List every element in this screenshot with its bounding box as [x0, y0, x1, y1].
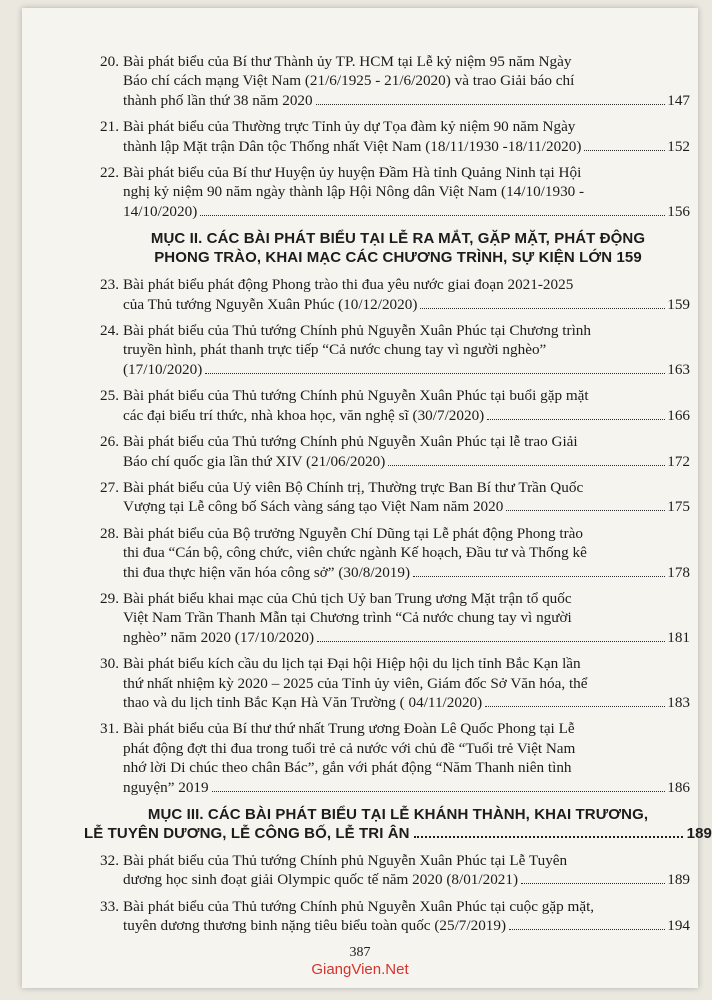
toc-entry-text — [123, 275, 690, 314]
section-2-line-1: MỤC II. CÁC BÀI PHÁT BIỂU TẠI LỄ RA MẮT, GẶP MẶT, PHÁT ĐỘNG — [150, 230, 646, 248]
toc-entry — [100, 386, 690, 425]
toc-entry-line: 14/10/2020) — [123, 202, 198, 220]
toc-entry — [100, 432, 690, 471]
toc-entry — [100, 52, 690, 110]
toc-entry-line: Báo chí quốc gia lần thứ XIV (21/06/2020) — [123, 452, 386, 470]
toc-entry-number: 20. — [100, 53, 119, 70]
toc-entry-line: Bài phát biểu kích cầu du lịch tại Đại hội Hiệp hội du lịch tỉnh Bắc Kạn lần — [123, 655, 581, 673]
toc-entry-last-line — [123, 91, 690, 110]
toc-entry-page: 163 — [667, 360, 690, 378]
toc-entry-line: Bài phát biểu của Thủ tướng Chính phủ Nguyễn Xuân Phúc tại buổi gặp mặt — [123, 387, 589, 405]
toc-entry — [100, 117, 690, 156]
toc-entry-text — [123, 52, 690, 110]
toc-entry-line: Bài phát biểu của Thường trực Tỉnh ủy dự Tọa đàm kỷ niệm 90 năm Ngày — [123, 118, 576, 136]
leader-dots — [487, 419, 665, 420]
toc-entry-text — [123, 386, 690, 425]
toc-entry-text — [123, 432, 690, 471]
section-3-line-2: LỄ TUYÊN DƯƠNG, LỄ CÔNG BỐ, LỄ TRI ÂN — [84, 825, 410, 842]
toc-entry-last-line — [123, 916, 690, 935]
toc-entry-number: 26. — [100, 433, 119, 451]
toc-entry-number: 31. — [100, 720, 119, 738]
page-number: 387 — [349, 945, 371, 960]
toc-entry-page: 189 — [667, 871, 690, 889]
toc-entry-line: nhớ lời Di chúc theo chân Bác”, gắn với phát động “Năm Thanh niên tình — [123, 759, 572, 777]
leader-dots — [506, 510, 665, 511]
leader-dots — [212, 791, 666, 792]
toc-entry-line: Bài phát biểu của Bộ trưởng Nguyễn Chí Dũng tại Lễ phát động Phong trào — [123, 524, 584, 542]
toc-entry — [100, 654, 690, 712]
leader-dots — [316, 104, 666, 105]
toc-entry-line: thứ nhất nhiệm kỳ 2020 – 2025 của Tỉnh ủy viên, Giám đốc Sở Văn hóa, thể — [123, 674, 588, 692]
leader-dots — [317, 641, 665, 642]
toc-entry-line: dương học sinh đoạt giải Olympic quốc tế năm 2020 (8/01/2021) — [123, 871, 519, 889]
toc-entry-text — [123, 321, 690, 379]
toc-entry-line: Bài phát biểu của Thủ tướng Chính phủ Nguyễn Xuân Phúc tại Chương trình — [123, 322, 591, 340]
toc-entry-text — [123, 478, 690, 517]
toc-entry-number: 30. — [100, 655, 119, 673]
toc-entry-last-line — [123, 202, 690, 221]
section-heading-3 — [84, 805, 712, 843]
toc-entry-line: Báo chí cách mạng Việt Nam (21/6/1925 - 21/6/2020) và trao Giải báo chí — [123, 72, 575, 90]
toc-entry-text — [123, 851, 690, 890]
toc-entry-line: của Thủ tướng Nguyễn Xuân Phúc (10/12/2020) — [123, 295, 418, 313]
leader-dots — [205, 373, 665, 374]
toc-entry-number: 22. — [100, 164, 119, 182]
toc-entry-text — [123, 897, 690, 936]
toc-entry-number: 27. — [100, 478, 119, 496]
toc-entry-text — [123, 654, 690, 712]
toc-entry — [100, 589, 690, 647]
toc-entry — [100, 524, 690, 582]
toc-entry-last-line — [123, 295, 690, 314]
toc-entry-line: nghèo” năm 2020 (17/10/2020) — [123, 628, 315, 646]
toc-entry-text — [123, 524, 690, 582]
book-page — [22, 8, 712, 988]
toc-entry-line: phát động đợt thi đua trong tuổi trẻ cả nước với chủ đề “Tuổi trẻ Việt Nam — [123, 739, 576, 757]
toc-entry-text — [123, 589, 690, 647]
leader-dots — [200, 215, 665, 216]
toc-entry-number: 33. — [100, 897, 119, 915]
toc-entry-line: nghị kỷ niệm 90 năm ngày thành lập Hội Nông dân Việt Nam (14/10/1930 - — [123, 183, 585, 201]
toc-entry-page: 147 — [667, 91, 690, 109]
toc-entry — [100, 478, 690, 517]
leader-dots — [413, 576, 665, 577]
toc-entry — [100, 719, 690, 797]
toc-entry-number: 25. — [100, 387, 119, 405]
toc-entry-line: Bài phát biểu của Uỷ viên Bộ Chính trị, Thường trực Ban Bí thư Trần Quốc — [123, 478, 584, 496]
toc-entry-line: Bài phát biểu của Thủ tướng Chính phủ Nguyễn Xuân Phúc tại Lễ Tuyên — [123, 852, 568, 869]
toc-group-section-3 — [100, 851, 690, 936]
leader-dots — [509, 929, 665, 930]
toc-entry-last-line — [123, 870, 690, 889]
toc-entry-last-line — [123, 137, 690, 156]
toc-entry-text — [123, 117, 690, 156]
toc-entry-number: 32. — [100, 852, 119, 869]
toc-entry-line: Bài phát biểu của Thủ tướng Chính phủ Nguyễn Xuân Phúc tại cuộc gặp mặt, — [123, 897, 595, 915]
toc-entry-number: 28. — [100, 524, 119, 542]
toc-entry-number: 24. — [100, 322, 119, 340]
toc-entry-page: 183 — [667, 693, 690, 711]
toc-entry — [100, 163, 690, 221]
section-3-page: 189 — [686, 825, 712, 842]
toc-entry-number: 23. — [100, 276, 119, 294]
toc-group-section-2 — [100, 275, 690, 797]
toc-entry-page: 175 — [667, 498, 690, 516]
toc-entry-number: 29. — [100, 589, 119, 607]
toc-entry-last-line — [123, 628, 690, 647]
toc-entry-last-line — [123, 406, 690, 425]
toc-entry-page: 178 — [667, 563, 690, 581]
section-2-line-2: PHONG TRÀO, KHAI MẠC CÁC CHƯƠNG TRÌNH, SỰ KIỆN LỚN 159 — [154, 249, 642, 267]
toc-entry — [100, 851, 690, 890]
toc-entry-page: 194 — [667, 917, 690, 935]
toc-entry-last-line — [123, 497, 690, 516]
table-of-contents — [84, 52, 712, 943]
toc-entry-line: các đại biểu trí thức, nhà khoa học, văn nghệ sĩ (30/7/2020) — [123, 406, 485, 424]
toc-entry-line: Bài phát biểu của Thủ tướng Chính phủ Nguyễn Xuân Phúc tại lễ trao Giải — [123, 433, 578, 451]
toc-entry-page: 166 — [667, 406, 690, 424]
toc-entry-last-line — [123, 452, 690, 471]
toc-entry — [100, 321, 690, 379]
toc-entry-line: Bài phát biểu phát động Phong trào thi đua yêu nước giai đoạn 2021-2025 — [123, 276, 574, 294]
toc-entry-line: Vượng tại Lễ công bố Sách vàng sáng tạo Việt Nam năm 2020 — [123, 498, 504, 516]
toc-entry-page: 152 — [667, 137, 690, 155]
toc-group-section-1 — [100, 52, 690, 221]
toc-entry — [100, 897, 690, 936]
toc-entry-line: Việt Nam Trần Thanh Mẫn tại Chương trình “Cả nước chung tay vì người — [123, 609, 572, 627]
toc-entry-text — [123, 719, 690, 797]
toc-entry-page: 159 — [667, 295, 690, 313]
toc-entry-page: 186 — [667, 778, 690, 796]
toc-entry-line: thành phố lần thứ 38 năm 2020 — [123, 91, 313, 109]
leader-dots — [420, 308, 665, 309]
toc-entry-number: 21. — [100, 118, 119, 136]
toc-entry-page: 156 — [667, 202, 690, 220]
toc-entry-last-line — [123, 563, 690, 582]
toc-entry-line: thi đua thực hiện văn hóa công sở” (30/8/2019) — [123, 563, 411, 581]
watermark: GiangVien.Net — [311, 961, 409, 978]
toc-entry-line: truyền hình, phát thanh trực tiếp “Cả nước chung tay vì người nghèo” — [123, 341, 547, 359]
leader-dots — [414, 836, 683, 838]
toc-entry — [100, 275, 690, 314]
toc-entry-line: Bài phát biểu khai mạc của Chủ tịch Uỷ ban Trung ương Mặt trận tổ quốc — [123, 589, 572, 607]
toc-entry-line: Bài phát biểu của Bí thư Huyện ủy huyện Đầm Hà tỉnh Quảng Ninh tại Hội — [123, 164, 582, 182]
toc-entry-line: nguyện” 2019 — [123, 778, 209, 796]
toc-entry-line: thi đua “Cán bộ, công chức, viên chức ngành Kế hoạch, Đầu tư và Thống kê — [123, 544, 587, 562]
toc-entry-line: thành lập Mặt trận Dân tộc Thống nhất Việt Nam (18/11/1930 -18/11/2020) — [123, 137, 582, 155]
toc-entry-line: thao và du lịch tỉnh Bắc Kạn Hà Văn Trường ( 04/11/2020) — [123, 693, 483, 711]
toc-entry-line: Bài phát biểu của Bí thư Thành ủy TP. HCM tại Lễ kỷ niệm 95 năm Ngày — [123, 53, 572, 70]
section-heading-2 — [84, 229, 712, 267]
section-3-line-2-wrap — [84, 824, 712, 843]
toc-entry-page: 172 — [667, 452, 690, 470]
toc-entry-page: 181 — [667, 628, 690, 646]
leader-dots — [485, 706, 665, 707]
toc-entry-line: (17/10/2020) — [123, 360, 203, 378]
toc-entry-text — [123, 163, 690, 221]
section-3-line-1: MỤC III. CÁC BÀI PHÁT BIỂU TẠI LỄ KHÁNH THÀNH, KHAI TRƯƠNG, — [147, 806, 649, 823]
toc-entry-last-line — [123, 693, 690, 712]
leader-dots — [388, 465, 665, 466]
toc-entry-line: Bài phát biểu của Bí thư thứ nhất Trung ương Đoàn Lê Quốc Phong tại Lễ — [123, 720, 575, 738]
toc-entry-line: tuyên dương thương binh nặng tiêu biểu toàn quốc (25/7/2019) — [123, 917, 507, 935]
toc-entry-last-line — [123, 360, 690, 379]
leader-dots — [521, 883, 665, 884]
toc-entry-last-line — [123, 778, 690, 797]
leader-dots — [584, 150, 665, 151]
